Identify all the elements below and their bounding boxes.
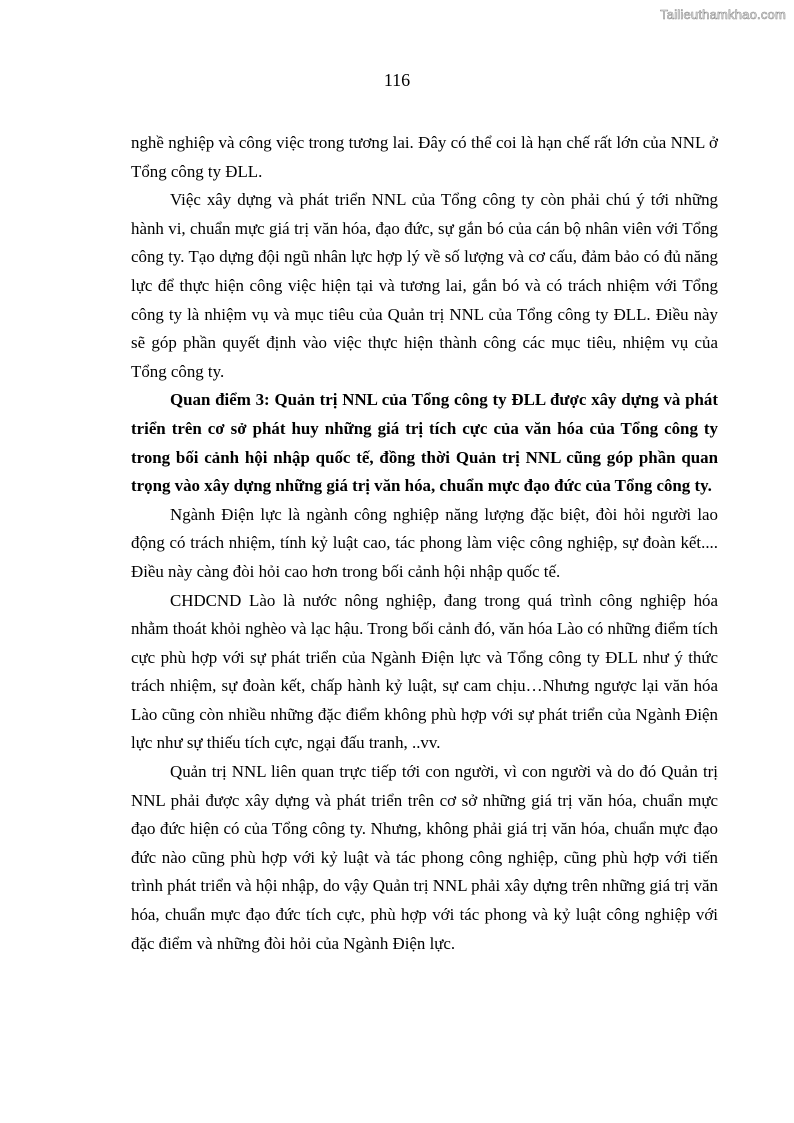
page-number: 116 bbox=[383, 70, 411, 90]
document-body bbox=[131, 129, 718, 958]
paragraph: Quản trị NNL liên quan trực tiếp tới con người, vì con người và do đó Quản trị NNL phải được xây dựng và phát triển trên cơ sở những giá trị văn hóa, chuẩn mực đạo đức hiện có của Tổng công ty. Nhưng, không phải giá trị văn hóa, chuẩn mực đạo đức nào cũng phù hợp với kỷ luật và tác phong công nghiệp, cũng phù hợp với tiến trình phát triển và hội nhập, do vậy Quản trị NNL phải xây dựng trên những giá trị văn hóa, chuẩn mực đạo đức tích cực, phù hợp với tác phong và kỷ luật công nghiệp với đặc điểm và những đòi hỏi của Ngành Điện lực. bbox=[131, 762, 718, 953]
viewpoint-heading: Quan điểm 3: Quản trị NNL của Tổng công ty ĐLL được xây dựng và phát triển trên cơ sở phát huy những giá trị tích cực của văn hóa của Tổng công ty trong bối cảnh hội nhập quốc tế, đồng thời Quản trị NNL cũng góp phần quan trọng vào xây dựng những giá trị văn hóa, chuẩn mực đạo đức của Tổng công ty. bbox=[131, 390, 718, 496]
paragraph: CHDCND Lào là nước nông nghiệp, đang trong quá trình công nghiệp hóa nhằm thoát khỏi nghèo và lạc hậu. Trong bối cảnh đó, văn hóa Lào có những điểm tích cực phù hợp với sự phát triển của Ngành Điện lực và Tổng công ty ĐLL như ý thức trách nhiệm, sự đoàn kết, chấp hành kỷ luật, sự cam chịu…Nhưng ngược lại văn hóa Lào cũng còn nhiều những đặc điểm không phù hợp với sự phát triển của Ngành Điện lực như sự thiếu tích cực, ngại đấu tranh, ..vv. bbox=[131, 590, 718, 753]
watermark: Tailieuthamkhao.com bbox=[660, 7, 786, 22]
paragraph: Ngành Điện lực là ngành công nghiệp năng lượng đặc biệt, đòi hỏi người lao động có trách nhiệm, tính kỷ luật cao, tác phong làm việc công nghiệp, sự đoàn kết.... Điều này càng đòi hỏi cao hơn trong bối cảnh hội nhập quốc tế. bbox=[131, 504, 718, 581]
paragraph: Việc xây dựng và phát triển NNL của Tổng công ty còn phải chú ý tới những hành vi, chuẩn mực giá trị văn hóa, đạo đức, sự gắn bó của cán bộ nhân viên với Tổng công ty. Tạo dựng đội ngũ nhân lực hợp lý về số lượng và cơ cấu, đảm bảo có đủ năng lực để thực hiện công việc hiện tại và tương lai, gắn bó và có trách nhiệm với Tổng công ty là nhiệm vụ và mục tiêu của Quản trị NNL của Tổng công ty ĐLL. Điều này sẽ góp phần quyết định vào việc thực hiện thành công các mục tiêu, nhiệm vụ của Tổng công ty. bbox=[131, 190, 718, 381]
paragraph-continuation: nghề nghiệp và công việc trong tương lai. Đây có thể coi là hạn chế rất lớn của NNL ở Tổng công ty ĐLL. bbox=[131, 133, 718, 181]
